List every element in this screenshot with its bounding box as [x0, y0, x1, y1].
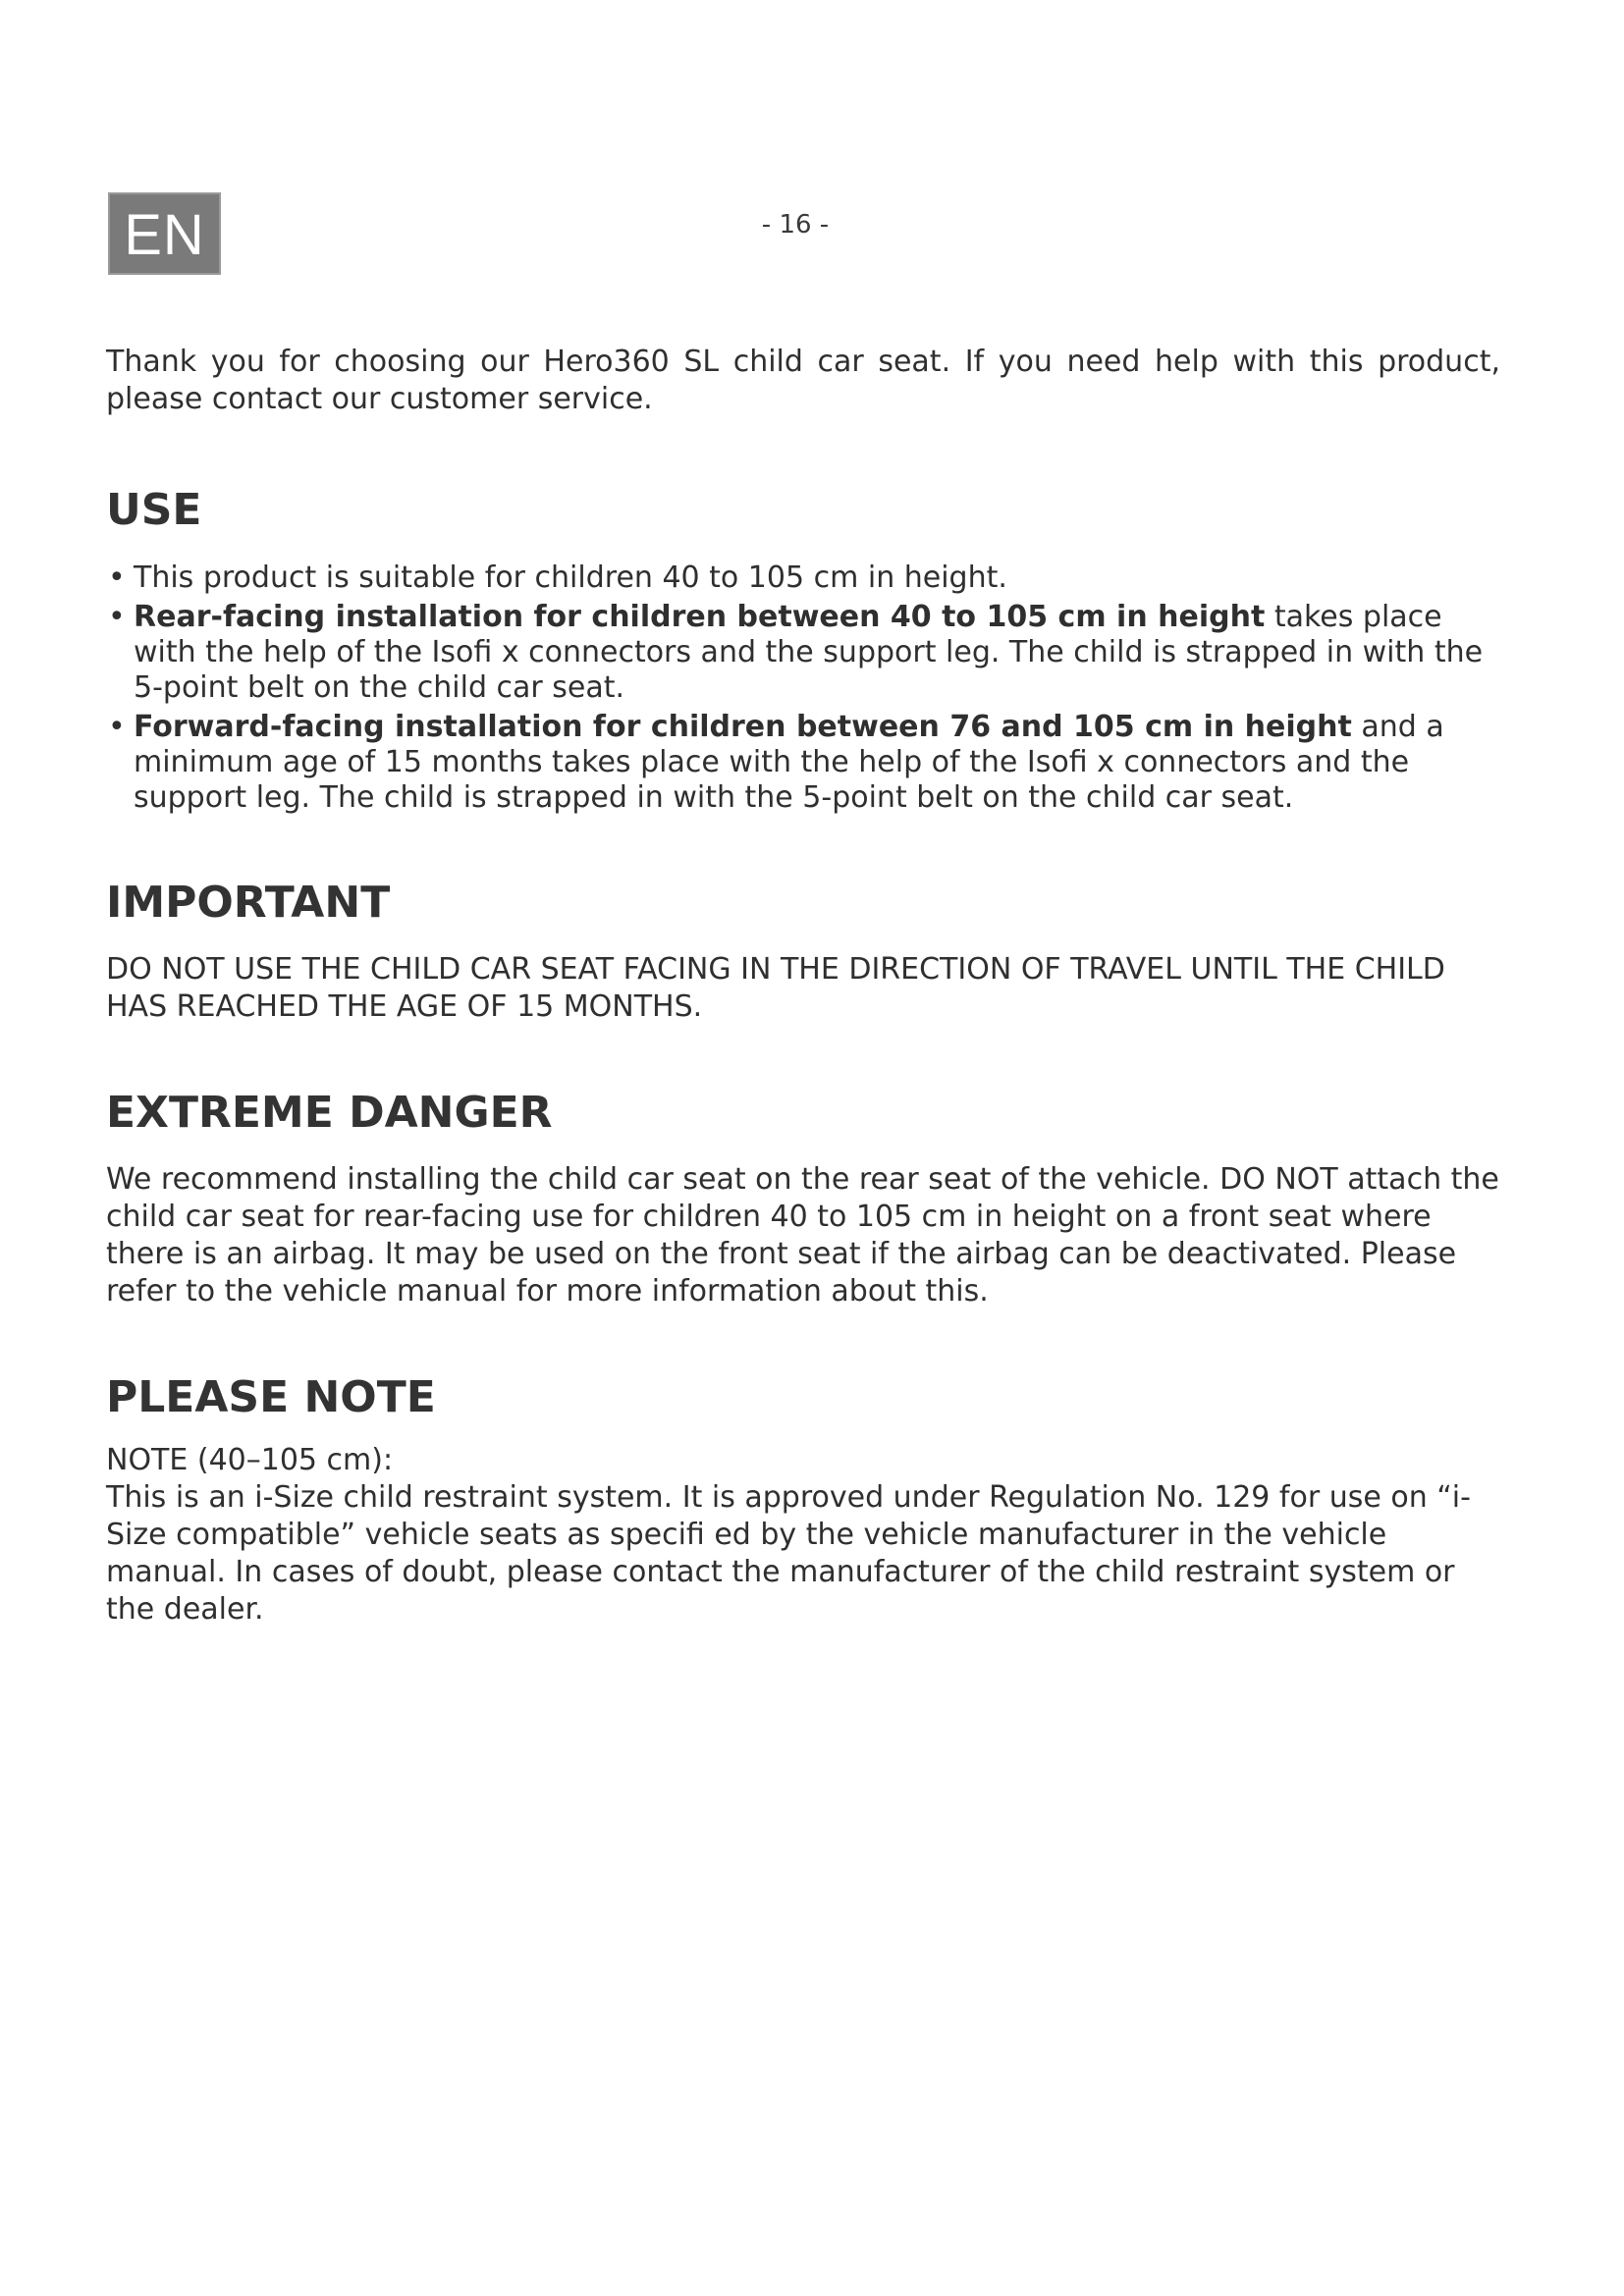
use-list — [106, 561, 1500, 816]
bullet-icon: • — [108, 600, 126, 634]
list-item — [106, 710, 1500, 816]
please-note-heading: PLEASE NOTE — [106, 1372, 436, 1422]
bullet-icon: • — [108, 561, 126, 595]
extreme-danger-heading: EXTREME DANGER — [106, 1088, 553, 1138]
note-paragraph: This is an i-Size child restraint system. It is approved under Regulation No. 129 for use on “i-Size compatible” vehicle seats as specifi ed by the vehicle manufacturer in the vehicle manual. In cases of doubt, please contact the manufacturer of the child restraint system or the dealer. — [106, 1480, 1471, 1627]
list-item-bold: Forward-facing installation for children between 76 and 105 cm in height — [134, 710, 1352, 744]
page-content — [106, 344, 1500, 1629]
bullet-icon: • — [108, 710, 126, 744]
note-subheading: NOTE (40–105 cm): — [106, 1443, 394, 1477]
list-item-bold: Rear-facing installation for children between 40 to 105 cm in height — [134, 600, 1266, 634]
list-item — [106, 600, 1500, 706]
use-heading: USE — [106, 485, 202, 535]
intro-paragraph: Thank you for choosing our Hero360 SL child car seat. If you need help with this product, please contact our customer service. — [106, 345, 1500, 416]
language-badge: EN — [108, 192, 221, 275]
list-item-text: takes place with the help of the Isofi x connectors and the support leg. The child is strapped in with the 5-point belt on the child car seat. — [134, 600, 1484, 705]
list-item-text: and a minimum age of 15 months takes place with the help of the Isofi x connectors and the support leg. The child is strapped in with the 5-point belt on the child car seat. — [134, 710, 1444, 815]
page-number: - 16 - — [761, 210, 830, 240]
list-item-text: This product is suitable for children 40 to 105 cm in height. — [134, 561, 1007, 595]
important-heading: IMPORTANT — [106, 878, 391, 928]
extreme-danger-paragraph: We recommend installing the child car seat on the rear seat of the vehicle. DO NOT attach the child car seat for rear-facing use for children 40 to 105 cm in height on a front seat where there is an airbag. It may be used on the front seat if the airbag can be deactivated. Please refer to the vehicle manual for more information about this. — [106, 1162, 1499, 1308]
list-item — [106, 561, 1500, 596]
important-paragraph: DO NOT USE THE CHILD CAR SEAT FACING IN THE DIRECTION OF TRAVEL UNTIL THE CHILD HAS REACHED THE AGE OF 15 MONTHS. — [106, 952, 1445, 1024]
